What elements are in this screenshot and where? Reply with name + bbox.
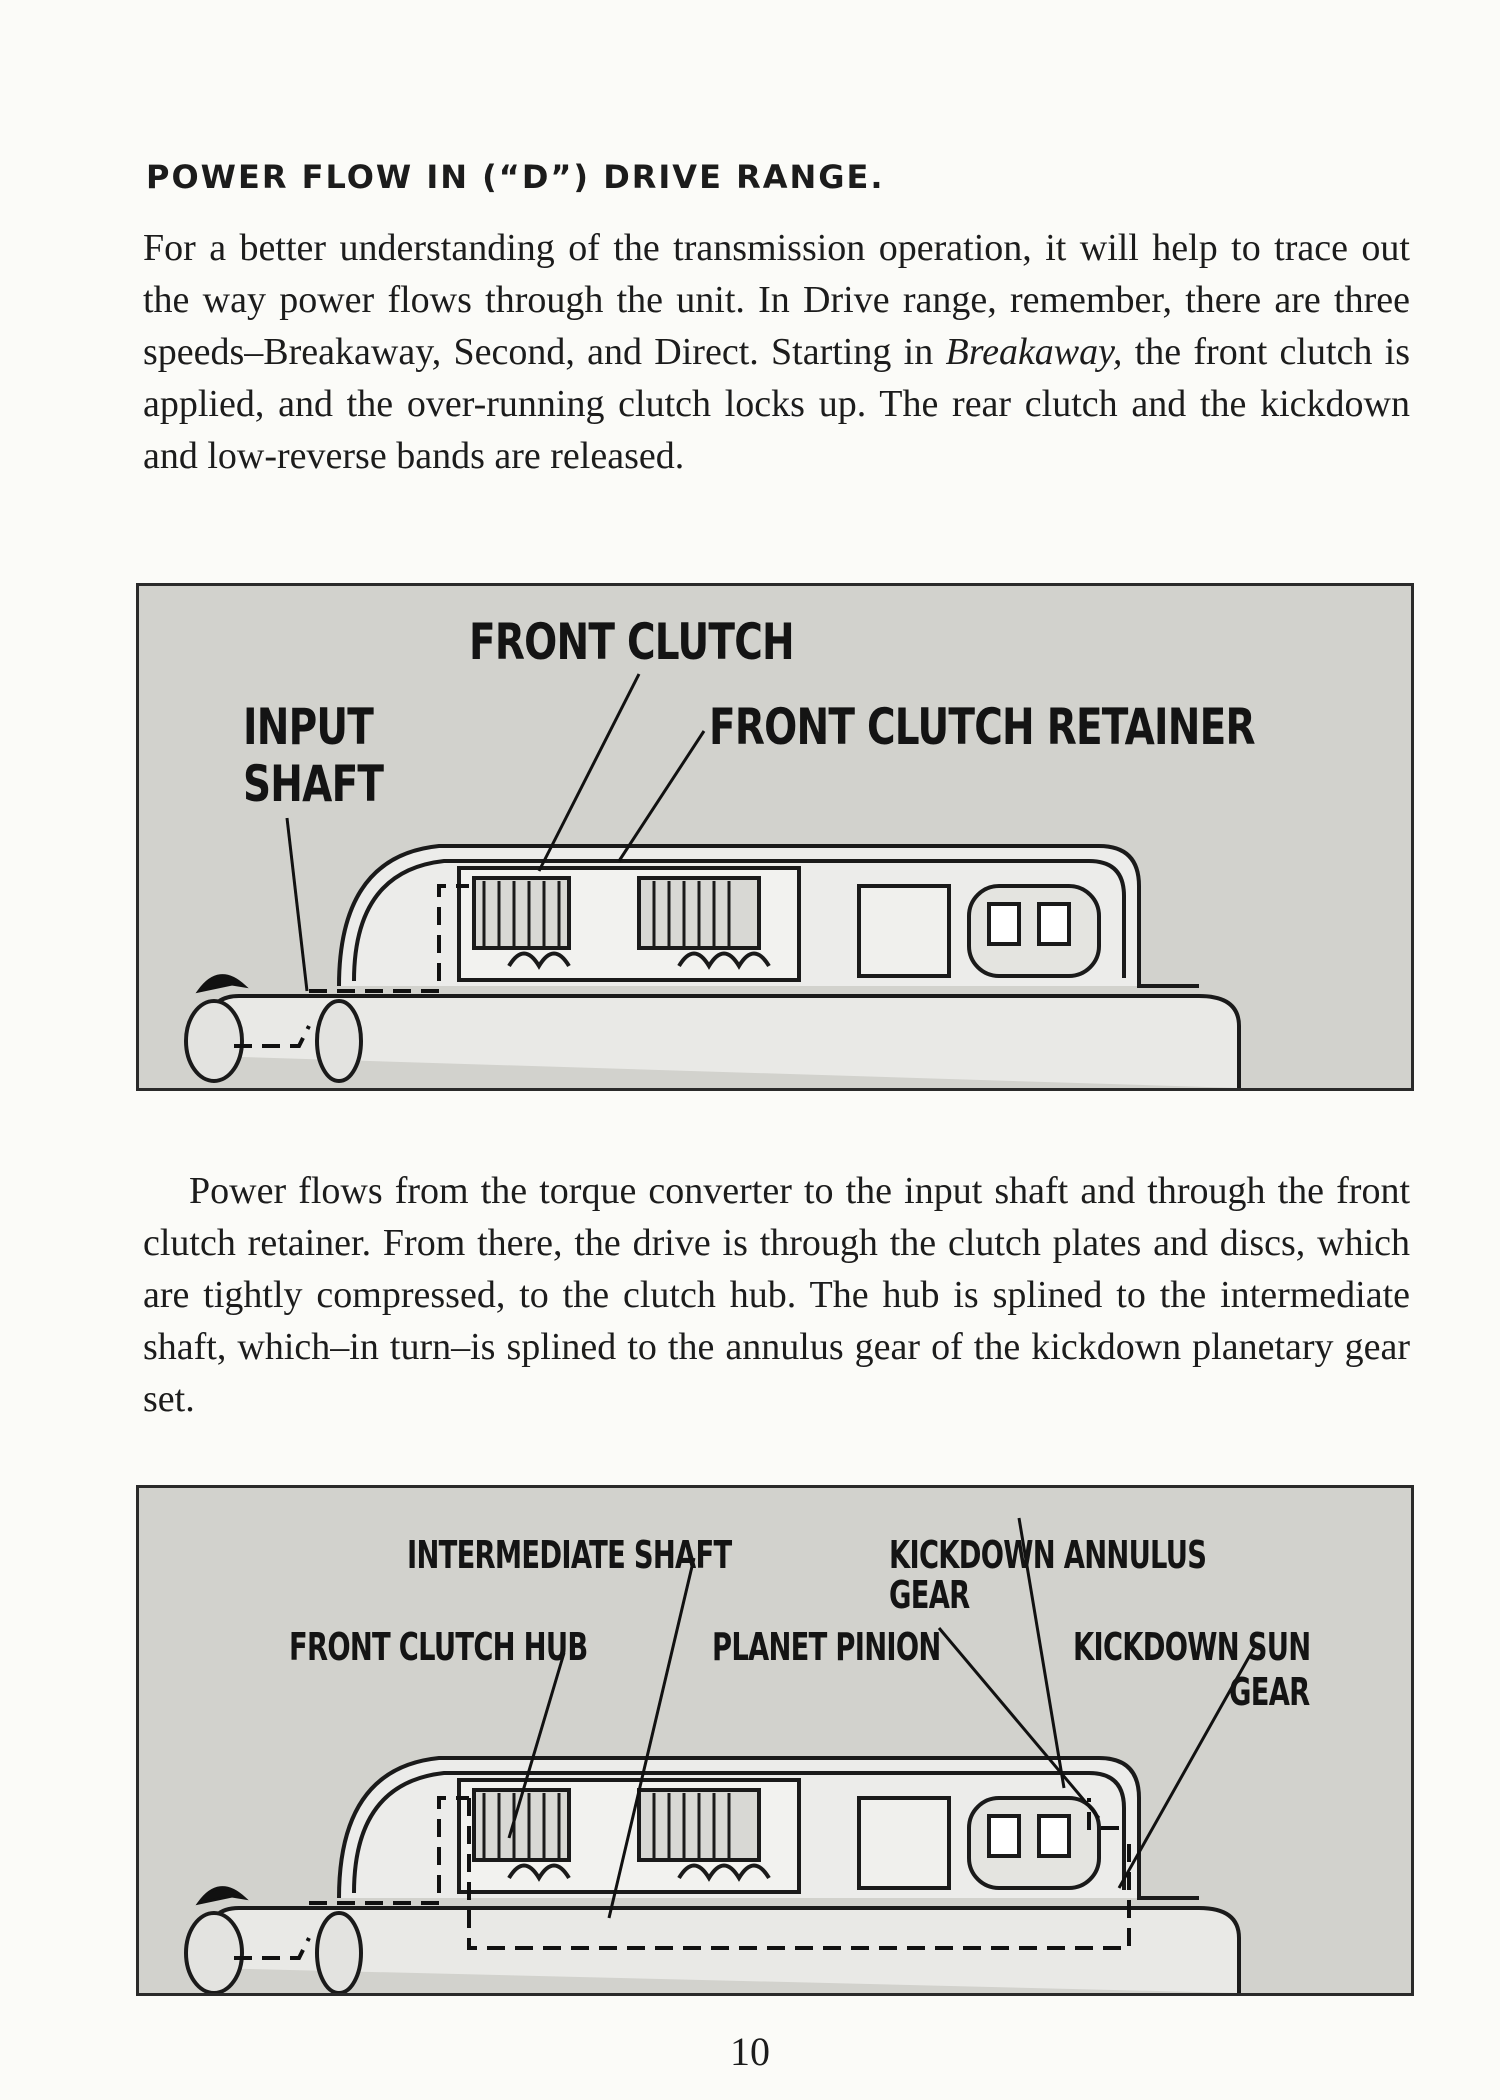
section-heading: POWER FLOW IN (“D”) DRIVE RANGE. [146, 158, 885, 196]
breakaway-diagram [136, 583, 1414, 1091]
input-shaft-label-line1: INPUT [243, 698, 374, 756]
power-flow-diagram [136, 1485, 1414, 1996]
kickdown-sun-gear-label-line1: KICKDOWN SUN [1073, 1625, 1311, 1669]
intermediate-shaft-label: INTERMEDIATE SHAFT [407, 1533, 732, 1577]
kickdown-annulus-gear-label: KICKDOWN ANNULUS GEAR [889, 1533, 1207, 1617]
page-number: 10 [730, 2029, 770, 2074]
input-shaft-label-line2: SHAFT [243, 755, 384, 813]
front-clutch-label: FRONT CLUTCH [469, 613, 794, 671]
breakaway-term: Breakaway, [945, 331, 1123, 373]
intro-text-end: the front clutch is applied, and the over-running clutch locks up. The rear clutch and the kickdown and low-reverse bands are released. [143, 331, 1411, 477]
intro-text-start: For a better understanding of the transmission operation, it will help to trace out the way power flows through the unit. In Drive range, remember, there are three speeds–Breakaway, Second, and Direct. Starting in [143, 227, 1410, 373]
kickdown-sun-gear-label-line2: GEAR [1229, 1670, 1310, 1714]
front-clutch-hub-label: FRONT CLUTCH HUB [289, 1625, 588, 1669]
planet-pinion-label: PLANET PINION [712, 1625, 941, 1669]
intro-paragraph [143, 222, 1410, 482]
front-clutch-retainer-label: FRONT CLUTCH RETAINER [709, 698, 1255, 756]
power-flow-paragraph: Power flows from the torque converter to the input shaft and through the front clutch retainer. From there, the drive is through the clutch plates and discs, which are tightly compressed, to the clutch hub. The hub is splined to the intermediate shaft, which–in turn–is splined to the annulus gear of the kickdown planetary gear set. [143, 1170, 1410, 1420]
